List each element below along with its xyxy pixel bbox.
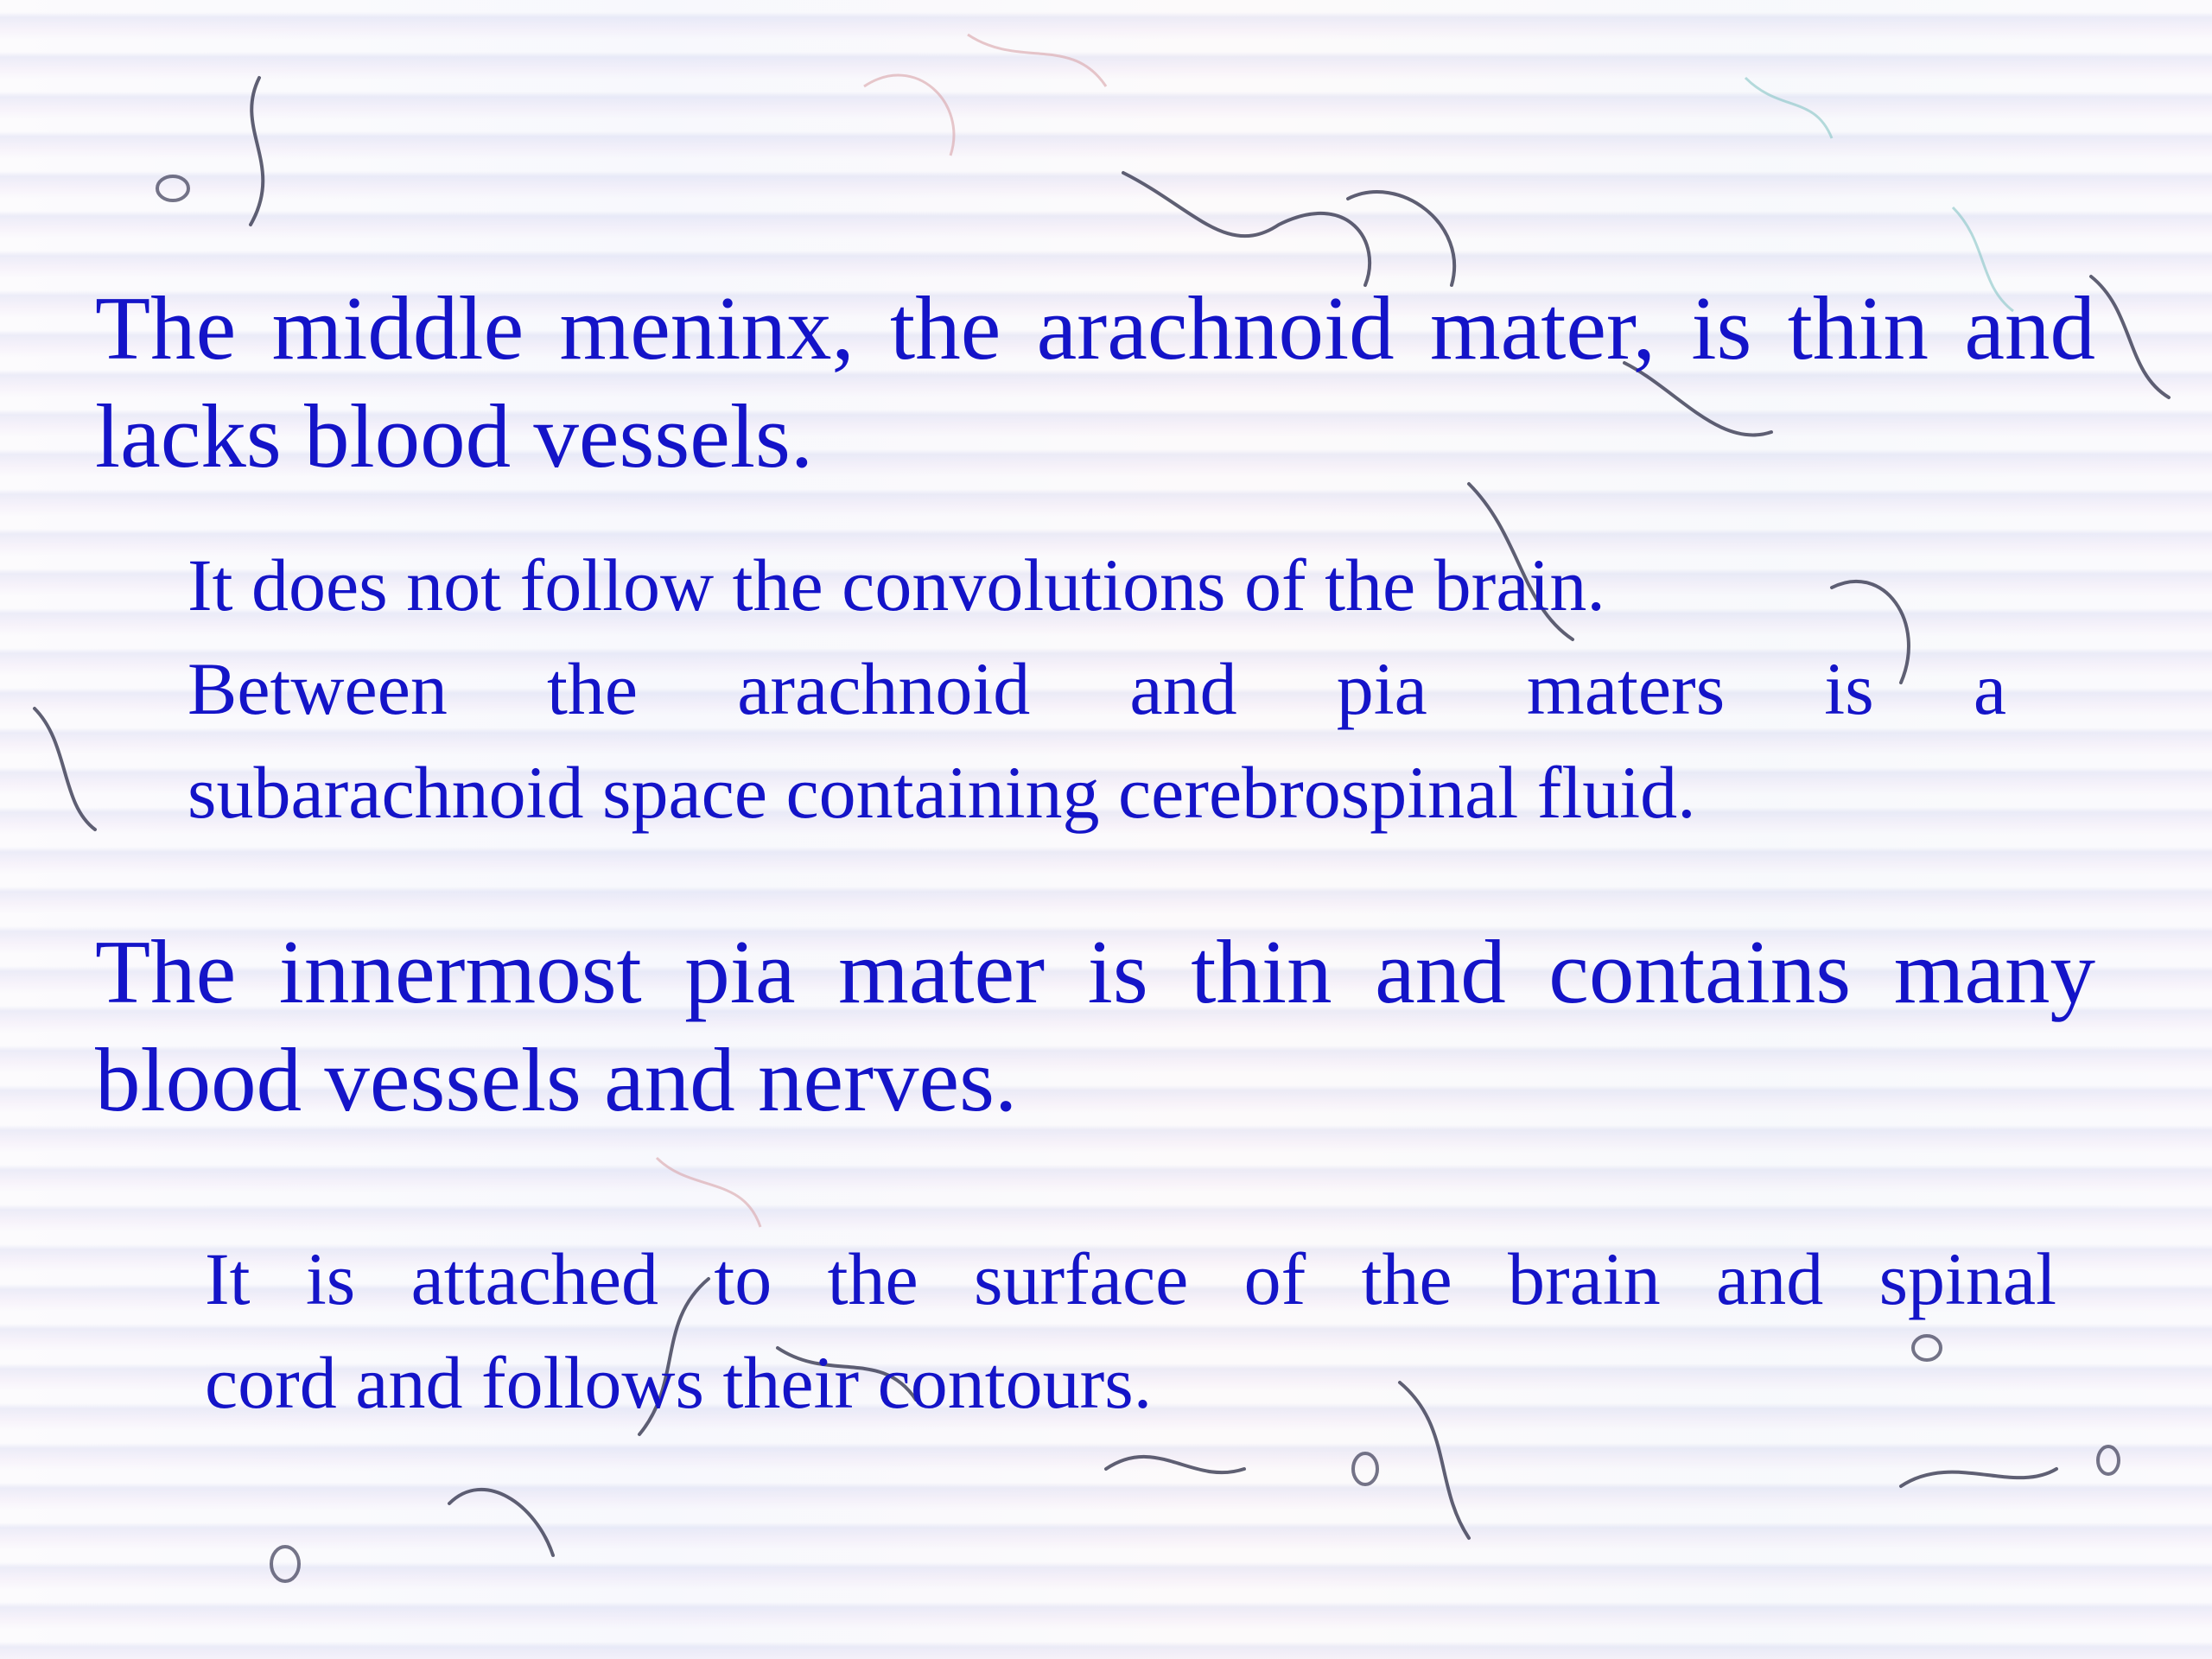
pia-detail-attached-line: It is attached to the surface of the brain and spinal [205,1237,2056,1320]
arachnoid-detail-convolutions: It does not follow the convolutions of the brain. [188,543,1605,626]
pia-detail-contours-line: cord and follows their contours. [205,1341,1153,1424]
arachnoid-detail-subarachnoid-line: subarachnoid space containing cerebrospinal fluid. [188,751,1696,834]
paragraph-arachnoid-details [188,533,2006,844]
paragraph-pia-main: The innermost pia mater is thin and contains many blood vessels and nerves. [95,921,2095,1130]
paragraph-pia-details [205,1227,2056,1434]
paragraph-arachnoid-main: The middle meninx, the arachnoid mater, is thin and lacks blood vessels. [95,277,2095,486]
arachnoid-detail-between-line: Between the arachnoid and pia maters is a [188,647,2006,730]
